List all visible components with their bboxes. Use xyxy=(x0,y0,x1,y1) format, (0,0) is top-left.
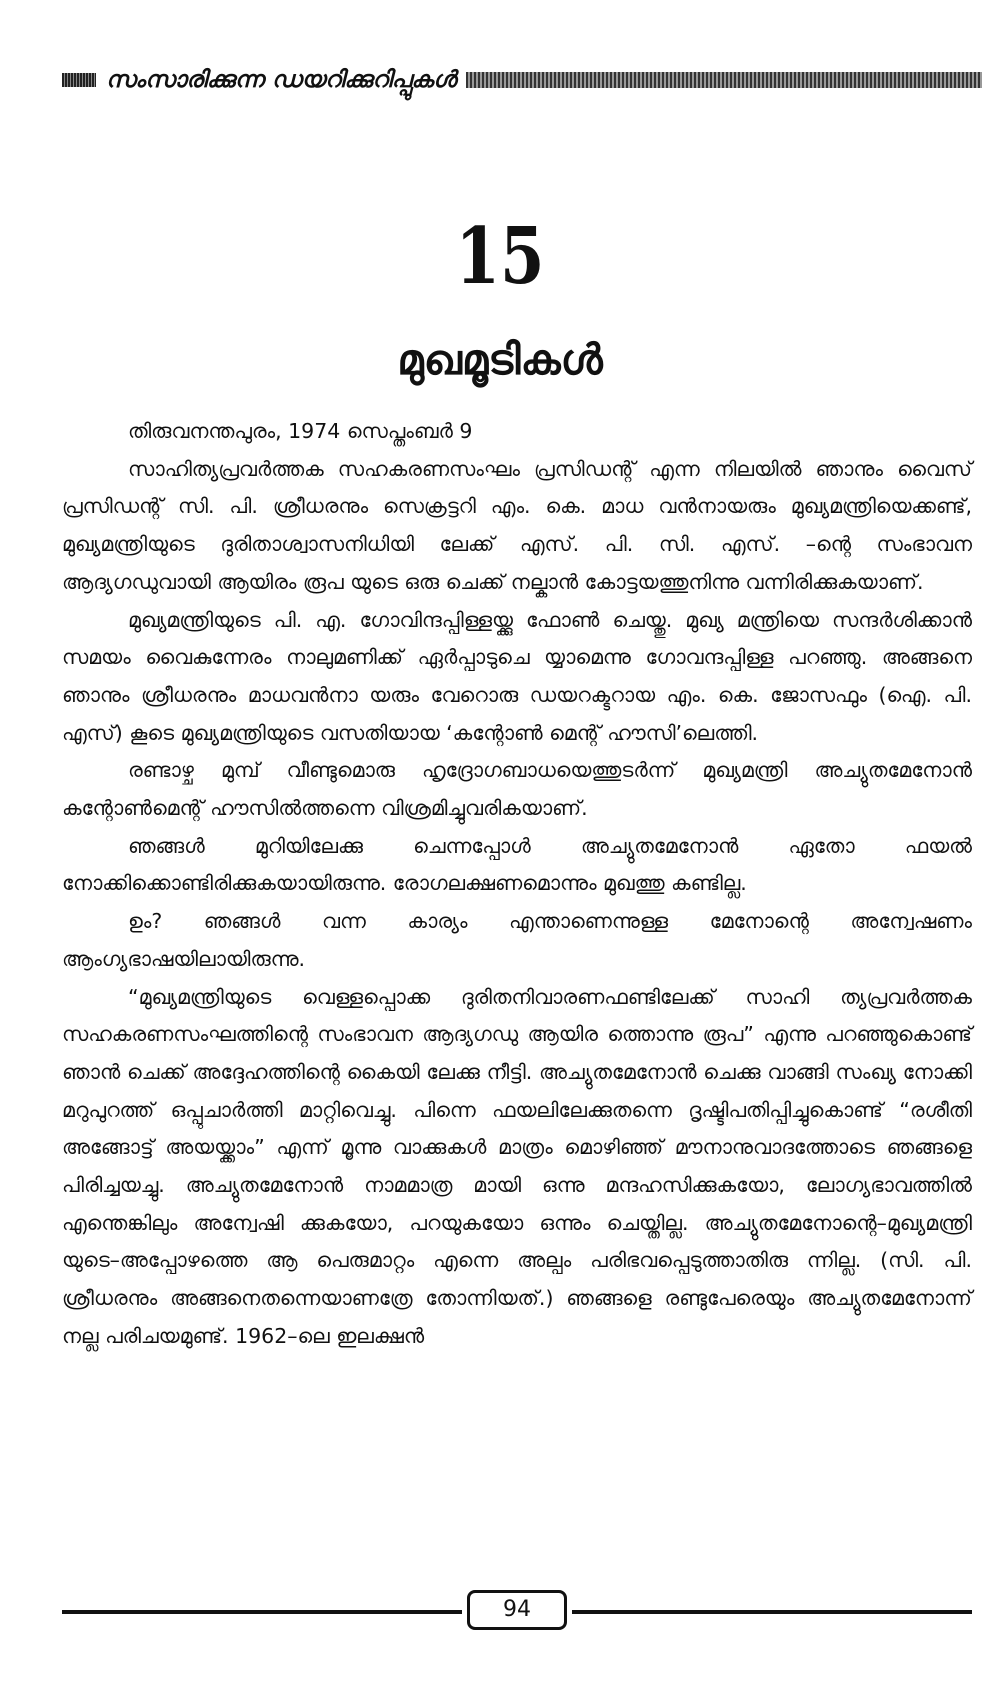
page-number: 94 xyxy=(467,1590,567,1630)
header-decoration-left xyxy=(62,73,96,87)
paragraph: മുഖ്യമന്ത്രിയുടെ പി. എ. ഗോവിന്ദപ്പിള്ളയ്ക്കു ഫോൺ ചെയ്തു. മുഖ്യ മന്ത്രിയെ സന്ദർശിക്കാൻ സമയം വൈകുന്നേരം നാലുമണിക്ക് ഏർപ്പാടുചെ യ്യാമെന്നു ഗോവന്ദപ്പിള്ള പറഞ്ഞു. അങ്ങനെ ഞാനും ശ്രീധരനും മാധവൻനാ യരും വേറൊരു ഡയറക്ടറായ എം. കെ. ജോസഫും (ഐ. പി. എസ്) കൂടെ മുഖ്യമന്ത്രിയുടെ വസതിയായ ‘കന്റോൺ മെന്റ് ഹൗസി’ലെത്തി. xyxy=(62,607,972,745)
paragraph: സാഹിത്യപ്രവർത്തക സഹകരണസംഘം പ്രസിഡന്റ് എന്ന നിലയിൽ ഞാനും വൈസ് പ്രസിഡന്റ് സി. പി. ശ്രീധരനും സെക്രട്ടറി എം. കെ. മാധ വൻനായരും മുഖ്യമന്ത്രിയെക്കണ്ട്, മുഖ്യമന്ത്രിയുടെ ദുരിതാശ്വാസനിധിയി ലേക്ക് എസ്. പി. സി. എസ്. –ന്റെ സംഭാവന ആദ്യഗഡുവായി ആയിരം രൂപ യുടെ ഒരു ചെക്ക് നല്കാൻ കോട്ടയത്തുനിന്നു വന്നിരിക്കുകയാണ്. xyxy=(62,456,972,594)
paragraph: “മുഖ്യമന്ത്രിയുടെ വെള്ളപ്പൊക്ക ദുരിതനിവാരണഫണ്ടിലേക്ക് സാഹി ത്യപ്രവർത്തക സഹകരണസംഘത്തിന്റെ സംഭാവന ആദ്യഗഡു ആയിര ത്തൊന്നു രൂപ” എന്നു പറഞ്ഞുകൊണ്ട് ഞാൻ ചെക്ക് അദ്ദേഹത്തിന്റെ കൈയി ലേക്കു നീട്ടി. അച്യുതമേനോൻ ചെക്കു വാങ്ങി സംഖ്യ നോക്കി മറുപുറത്ത് ഒപ്പുചാർത്തി മാറ്റിവെച്ചു. പിന്നെ ഫയലിലേക്കുതന്നെ ദൃഷ്ടിപതിപ്പിച്ചുകൊണ്ട് “രശീതി അങ്ങോട്ട് അയയ്ക്കാം” എന്ന് മൂന്നു വാക്കുകൾ മാത്രം മൊഴിഞ്ഞ് മൗനാനുവാദത്തോടെ ഞങ്ങളെ പിരിച്ചയച്ചു. അച്യുതമേനോൻ നാമമാത്ര മായി ഒന്നു മന്ദഹസിക്കുകയോ, ലോഗ്യഭാവത്തിൽ എന്തെങ്കിലും അന്വേഷി ക്കുകയോ, പറയുകയോ ഒന്നും ചെയ്തില്ല. അച്യുതമേനോന്റെ–മുഖ്യമന്ത്രി യുടെ–അപ്പോഴത്തെ ആ പെരുമാറ്റം എന്നെ അല്പം പരിഭവപ്പെടുത്താതിരു ന്നില്ല. (സി. പി. ശ്രീധരനും അങ്ങനെതന്നെയാണത്രേ തോന്നിയത്.) ഞങ്ങളെ രണ്ടുപേരെയും അച്യുതമേനോന്ന് നല്ല പരിചയമുണ്ട്. 1962–ലെ ഇലക്ഷൻ xyxy=(62,984,972,1348)
paragraph: രണ്ടാഴ്ച മുമ്പ് വീണ്ടുമൊരു ഹൃദ്രോഗബാധയെത്തുടർന്ന് മുഖ്യമന്ത്രി അച്യുതമേനോൻ കന്റോൺമെന്റ് ഹൗസിൽത്തന്നെ വിശ്രമിച്ചുവരികയാണ്. xyxy=(62,758,972,821)
header-decoration-right xyxy=(466,72,982,88)
running-header xyxy=(62,64,982,96)
dateline: തിരുവനന്തപുരം, 1974 സെപ്തംബർ 9 xyxy=(128,419,473,443)
chapter-number: 15 xyxy=(455,211,545,302)
footer-rule-left xyxy=(62,1610,462,1614)
paragraph: ഉം? ഞങ്ങൾ വന്ന കാര്യം എന്താണെന്നുള്ള മേനോന്റെ അന്വേഷണം ആംഗ്യഭാഷയിലായിരുന്നു. xyxy=(62,909,972,971)
footer-rule-right xyxy=(572,1610,972,1614)
running-title: സംസാരിക്കുന്ന ഡയറിക്കുറിപ്പുകൾ xyxy=(106,67,457,93)
body-text xyxy=(62,413,972,1356)
page-footer xyxy=(62,1590,972,1630)
paragraph: ഞങ്ങൾ മുറിയിലേക്കു ചെന്നപ്പോൾ അച്യുതമേനോൻ ഏതോ ഫയൽ നോക്കിക്കൊണ്ടിരിക്കുകയായിരുന്നു. രോഗലക്ഷണമൊന്നും മുഖത്തു കണ്ടില്ല. xyxy=(62,833,972,896)
chapter-title: മുഖമൂടികൾ xyxy=(397,335,603,384)
